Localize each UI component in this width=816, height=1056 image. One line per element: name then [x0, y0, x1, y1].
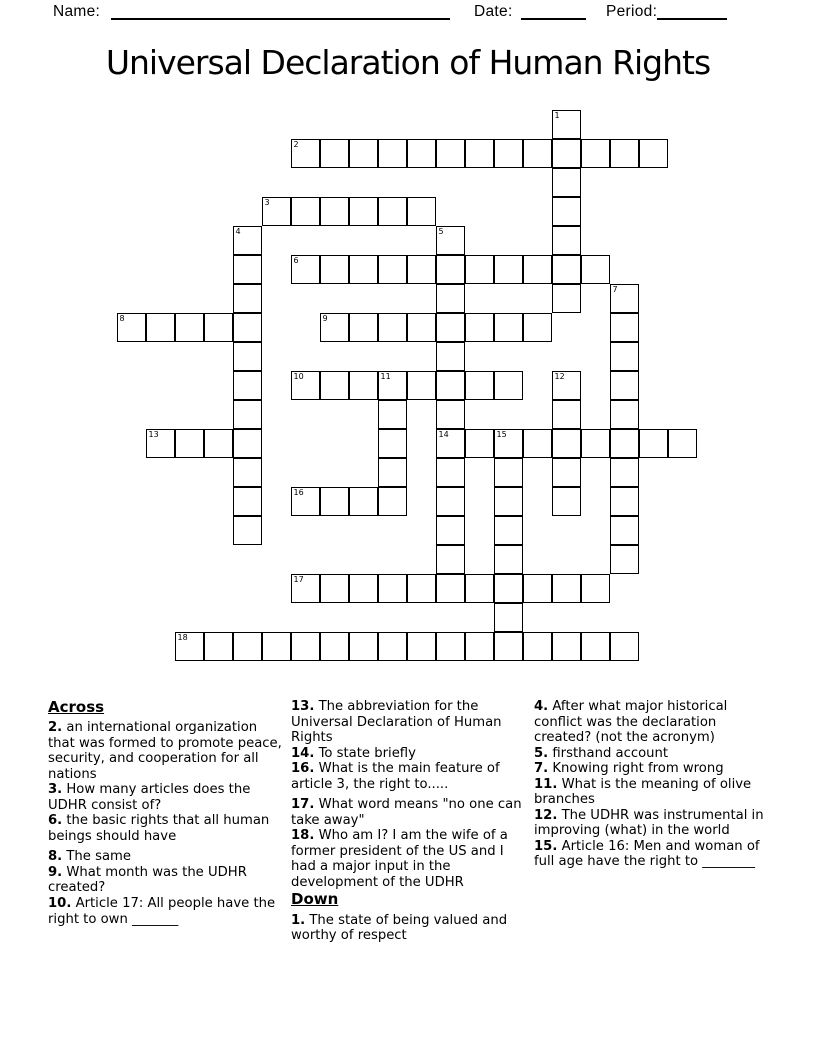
crossword-cell[interactable]: [523, 574, 552, 603]
crossword-cell[interactable]: [436, 255, 465, 284]
crossword-cell[interactable]: [436, 429, 465, 458]
cell-number: 2: [293, 140, 299, 149]
crossword-cell[interactable]: [552, 197, 581, 226]
crossword-cell[interactable]: [494, 313, 523, 342]
crossword-cell[interactable]: [233, 487, 262, 516]
crossword-cell[interactable]: [407, 574, 436, 603]
crossword-cell[interactable]: [146, 429, 175, 458]
clue-number: 8.: [48, 849, 63, 865]
clue-item: 17. What word means "no one can take away": [291, 797, 522, 828]
crossword-cell[interactable]: [581, 429, 610, 458]
clue-item: 12. The UDHR was instrumental in improving (what) in the world: [534, 807, 764, 839]
crossword-cell[interactable]: [610, 632, 639, 661]
crossword-cell[interactable]: [378, 487, 407, 516]
cell-number: 8: [119, 314, 125, 323]
crossword-cell[interactable]: [233, 255, 262, 284]
name-label: Name:: [53, 3, 101, 20]
cell-number: 4: [235, 227, 241, 236]
crossword-cell[interactable]: [465, 574, 494, 603]
clue-item: 5. firsthand account: [534, 745, 669, 761]
crossword-cell[interactable]: [320, 197, 349, 226]
crossword-cell[interactable]: [233, 342, 262, 371]
clue-item: 14. To state briefly: [291, 745, 416, 761]
cell-number: 1: [554, 111, 560, 120]
crossword-cell[interactable]: [436, 371, 465, 400]
crossword-cell[interactable]: [378, 139, 407, 168]
crossword-cell[interactable]: [378, 197, 407, 226]
clue-item: 3. How many articles does the UDHR consist of?: [48, 782, 251, 813]
crossword-cell[interactable]: [610, 487, 639, 516]
crossword-cell[interactable]: [552, 371, 581, 400]
crossword-cell[interactable]: [610, 313, 639, 342]
crossword-cell[interactable]: [610, 458, 639, 487]
cell-number: 18: [177, 633, 188, 642]
crossword-cell[interactable]: [494, 487, 523, 516]
crossword-cell[interactable]: [610, 139, 639, 168]
crossword-cell[interactable]: [320, 255, 349, 284]
crossword-cell[interactable]: [349, 632, 378, 661]
clue-item: 9. What month was the UDHR created?: [48, 864, 247, 896]
clue-item: 13. The abbreviation for the Universal Declaration of Human Rights: [291, 699, 502, 746]
crossword-cell[interactable]: [378, 400, 407, 429]
crossword-cell[interactable]: [320, 574, 349, 603]
crossword-cell[interactable]: [494, 545, 523, 574]
crossword-cell[interactable]: [552, 139, 581, 168]
clue-number: 12.: [534, 807, 558, 823]
crossword-cell[interactable]: [349, 313, 378, 342]
crossword-cell[interactable]: [407, 313, 436, 342]
crossword-cell[interactable]: [291, 574, 320, 603]
clue-number: 16.: [291, 761, 315, 777]
crossword-cell[interactable]: [407, 197, 436, 226]
crossword-cell[interactable]: [291, 371, 320, 400]
cell-number: 7: [612, 285, 618, 294]
clue-number: 15.: [534, 838, 558, 854]
clue-item: 11. What is the meaning of olive branches: [534, 776, 752, 808]
crossword-cell[interactable]: [262, 197, 291, 226]
crossword-cell[interactable]: [436, 458, 465, 487]
crossword-cell[interactable]: [639, 429, 668, 458]
crossword-cell[interactable]: [320, 139, 349, 168]
crossword-cell[interactable]: [552, 226, 581, 255]
clue-number: 5.: [534, 745, 549, 761]
crossword-cell[interactable]: [523, 632, 552, 661]
crossword-cell[interactable]: [378, 371, 407, 400]
crossword-cell[interactable]: [320, 632, 349, 661]
crossword-cell[interactable]: [436, 487, 465, 516]
crossword-cell[interactable]: [233, 371, 262, 400]
crossword-cell[interactable]: [610, 371, 639, 400]
crossword-cell[interactable]: [610, 400, 639, 429]
period-label: Period:: [606, 3, 658, 20]
crossword-cell[interactable]: [465, 255, 494, 284]
crossword-cell[interactable]: [494, 574, 523, 603]
clue-list-header: Across: [48, 698, 105, 716]
crossword-cell[interactable]: [436, 574, 465, 603]
crossword-cell[interactable]: [204, 313, 233, 342]
crossword-cell[interactable]: [204, 632, 233, 661]
clue-number: 4.: [534, 699, 549, 714]
crossword-cell[interactable]: [523, 139, 552, 168]
crossword-cell[interactable]: [407, 139, 436, 168]
crossword-cell[interactable]: [378, 632, 407, 661]
crossword-cell[interactable]: [233, 458, 262, 487]
clue-number: 6.: [48, 813, 63, 829]
crossword-cell[interactable]: [610, 429, 639, 458]
crossword-cell[interactable]: [378, 313, 407, 342]
cell-number: 11: [380, 372, 391, 381]
crossword-cell[interactable]: [523, 429, 552, 458]
crossword-cell[interactable]: [291, 487, 320, 516]
clue-number: 3.: [48, 782, 63, 798]
cell-number: 17: [293, 575, 304, 584]
clue-number: 10.: [48, 896, 72, 912]
crossword-cell[interactable]: [175, 429, 204, 458]
clue-item: 10. Article 17: All people have the right to own _______: [48, 896, 276, 927]
clue-number: 18.: [291, 828, 315, 844]
name-field-line[interactable]: [111, 18, 450, 20]
date-field-line[interactable]: [521, 18, 586, 20]
crossword-cell[interactable]: [465, 139, 494, 168]
crossword-cell[interactable]: [378, 458, 407, 487]
crossword-cell[interactable]: [436, 516, 465, 545]
cell-number: 5: [438, 227, 444, 236]
crossword-cell[interactable]: [581, 574, 610, 603]
crossword-cell[interactable]: [436, 632, 465, 661]
crossword-cell[interactable]: [349, 255, 378, 284]
crossword-cell[interactable]: [552, 255, 581, 284]
crossword-cell[interactable]: [175, 313, 204, 342]
crossword-cell[interactable]: [494, 632, 523, 661]
crossword-cell[interactable]: [233, 284, 262, 313]
crossword-cell[interactable]: [494, 603, 523, 632]
crossword-cell[interactable]: [291, 139, 320, 168]
crossword-cell[interactable]: [146, 313, 175, 342]
crossword-cell[interactable]: [349, 574, 378, 603]
crossword-cell[interactable]: [349, 487, 378, 516]
crossword-cell[interactable]: [320, 487, 349, 516]
clue-number: 9.: [48, 864, 63, 880]
worksheet-title: Universal Declaration of Human Rights: [105, 43, 711, 82]
crossword-cell[interactable]: [465, 429, 494, 458]
clue-item: 16. What is the main feature of article 3, the right to.....: [291, 761, 500, 792]
crossword-cell[interactable]: [523, 313, 552, 342]
clue-item: 18. Who am I? I am the wife of a former president of the US and I had a major input in the development of the UDHR: [291, 828, 508, 891]
crossword-cell[interactable]: [465, 632, 494, 661]
clue-item: 1. The state of being valued and worthy of respect: [291, 912, 508, 944]
crossword-cell[interactable]: [233, 400, 262, 429]
clue-column-2: [291, 699, 527, 944]
crossword-cell[interactable]: [581, 255, 610, 284]
crossword-cell[interactable]: [436, 342, 465, 371]
date-label: Date:: [474, 3, 513, 20]
cell-number: 14: [438, 430, 449, 439]
crossword-cell[interactable]: [465, 371, 494, 400]
crossword-cell[interactable]: [436, 226, 465, 255]
crossword-cell[interactable]: [233, 313, 262, 342]
crossword-cell[interactable]: [552, 284, 581, 313]
clue-item: 4. After what major historical conflict was the declaration created? (not the acronym): [534, 699, 728, 746]
crossword-cell[interactable]: [175, 632, 204, 661]
crossword-cell[interactable]: [552, 574, 581, 603]
clue-number: 11.: [534, 776, 558, 792]
cell-number: 9: [322, 314, 328, 323]
cell-number: 13: [148, 430, 159, 439]
crossword-cell[interactable]: [291, 632, 320, 661]
crossword-cell[interactable]: [552, 632, 581, 661]
cell-number: 16: [293, 488, 304, 497]
clue-item: 2. an international organization that was formed to promote peace, security, and cooperation for all nations: [48, 720, 282, 782]
crossword-cell[interactable]: [407, 371, 436, 400]
clue-item: 7. Knowing right from wrong: [534, 761, 724, 777]
crossword-cell[interactable]: [320, 313, 349, 342]
period-field-line[interactable]: [657, 18, 727, 20]
crossword-cell[interactable]: [349, 197, 378, 226]
clue-number: 17.: [291, 797, 315, 813]
crossword-cell[interactable]: [291, 255, 320, 284]
crossword-cell[interactable]: [378, 574, 407, 603]
crossword-cell[interactable]: [204, 429, 233, 458]
crossword-cell[interactable]: [291, 197, 320, 226]
crossword-cell[interactable]: [523, 255, 552, 284]
crossword-cell[interactable]: [494, 458, 523, 487]
crossword-cell[interactable]: [233, 516, 262, 545]
crossword-cell[interactable]: [436, 284, 465, 313]
crossword-cell[interactable]: [436, 545, 465, 574]
clue-list-header: Down: [291, 889, 339, 908]
crossword-cell[interactable]: [581, 139, 610, 168]
crossword-cell[interactable]: [262, 632, 291, 661]
clue-item: 15. Article 16: Men and woman of full age have the right to ________: [534, 838, 760, 870]
cell-number: 15: [496, 430, 507, 439]
crossword-cell[interactable]: [552, 400, 581, 429]
crossword-cell[interactable]: [233, 429, 262, 458]
crossword-cell[interactable]: [552, 458, 581, 487]
crossword-cell[interactable]: [378, 429, 407, 458]
crossword-cell[interactable]: [610, 516, 639, 545]
cell-number: 3: [264, 198, 270, 207]
crossword-cell[interactable]: [320, 371, 349, 400]
crossword-cell[interactable]: [233, 632, 262, 661]
crossword-cell[interactable]: [349, 139, 378, 168]
clue-column-3: [534, 699, 770, 870]
crossword-cell[interactable]: [407, 632, 436, 661]
crossword-cell[interactable]: [349, 371, 378, 400]
crossword-cell[interactable]: [378, 255, 407, 284]
clue-number: 14.: [291, 745, 315, 761]
crossword-cell[interactable]: [494, 371, 523, 400]
crossword-cell[interactable]: [610, 545, 639, 574]
crossword-cell[interactable]: [117, 313, 146, 342]
cell-number: 12: [554, 372, 565, 381]
crossword-cell[interactable]: [552, 110, 581, 139]
cell-number: 10: [293, 372, 304, 381]
crossword-grid: [117, 110, 697, 661]
crossword-cell[interactable]: [610, 342, 639, 371]
crossword-cell[interactable]: [494, 516, 523, 545]
clue-item: 8. The same: [48, 849, 132, 865]
crossword-cell[interactable]: [610, 284, 639, 313]
clue-number: 7.: [534, 761, 549, 777]
crossword-cell[interactable]: [436, 313, 465, 342]
clue-number: 1.: [291, 912, 306, 928]
crossword-cell[interactable]: [233, 226, 262, 255]
crossword-cell[interactable]: [465, 313, 494, 342]
crossword-cell[interactable]: [552, 487, 581, 516]
cell-number: 6: [293, 256, 299, 265]
clue-number: 13.: [291, 699, 315, 714]
crossword-cell[interactable]: [552, 168, 581, 197]
crossword-cell[interactable]: [581, 632, 610, 661]
clue-column-1: [48, 699, 284, 927]
crossword-cell[interactable]: [436, 139, 465, 168]
crossword-cell[interactable]: [407, 255, 436, 284]
clue-item: 6. the basic rights that all human beings should have: [48, 813, 270, 844]
crossword-cell[interactable]: [668, 429, 697, 458]
crossword-cell[interactable]: [552, 429, 581, 458]
clue-number: 2.: [48, 720, 63, 735]
crossword-cell[interactable]: [494, 255, 523, 284]
crossword-cell[interactable]: [494, 429, 523, 458]
crossword-cell[interactable]: [436, 400, 465, 429]
crossword-cell[interactable]: [639, 139, 668, 168]
crossword-cell[interactable]: [494, 139, 523, 168]
